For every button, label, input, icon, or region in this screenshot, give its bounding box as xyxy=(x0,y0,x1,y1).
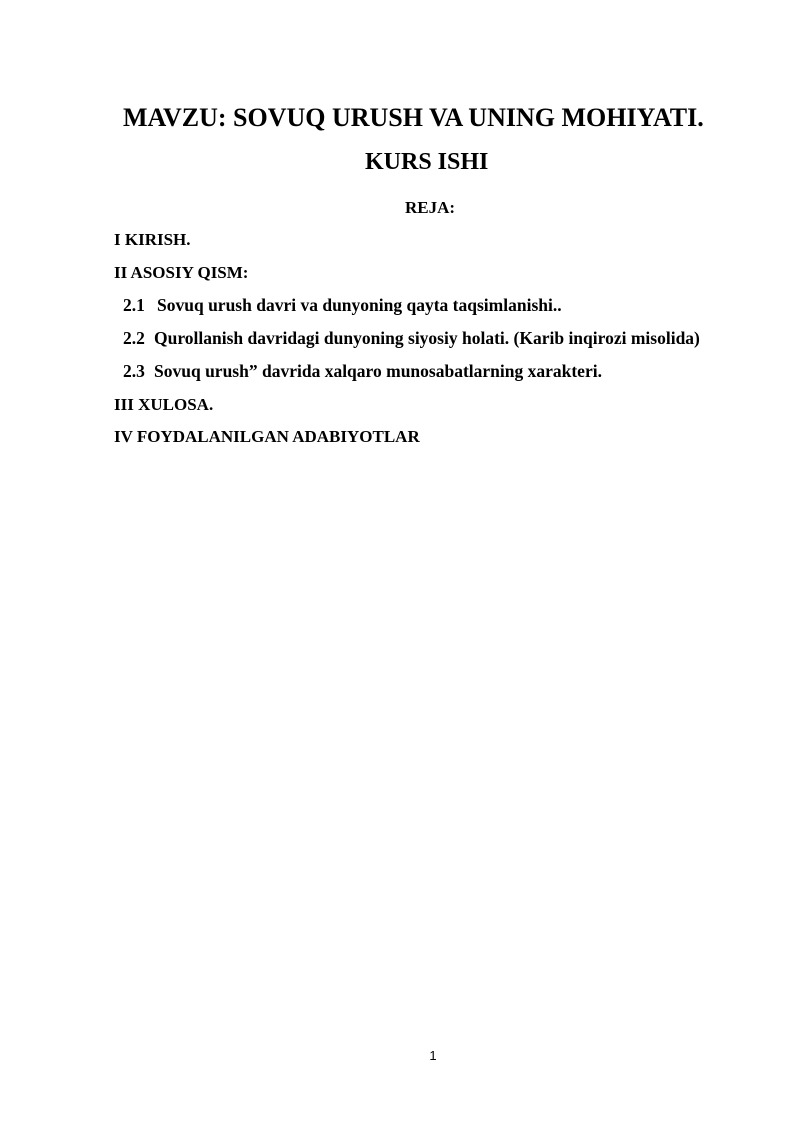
plan-subsection xyxy=(123,328,700,349)
plan-subsection xyxy=(123,295,562,316)
plan-subsection-text: Qurollanish davridagi dunyoning siyosiy holati. (Karib inqirozi misolida) xyxy=(154,328,700,348)
plan-subsection-number: 2.3 xyxy=(123,361,145,381)
plan-subsection-number: 2.2 xyxy=(123,328,145,348)
page-number: 1 xyxy=(429,1048,437,1063)
document-subtitle: KURS ISHI xyxy=(365,149,489,175)
plan-item-main-part: II ASOSIY QISM: xyxy=(114,263,249,282)
plan-subsection xyxy=(123,361,602,382)
plan-subsection-text: Sovuq urush davri va dunyoning qayta taqsimlanishi.. xyxy=(157,295,562,315)
plan-item-references: IV FOYDALANILGAN ADABIYOTLAR xyxy=(114,427,420,446)
plan-item-intro: I KIRISH. xyxy=(114,230,191,249)
plan-item-conclusion: III XULOSA. xyxy=(114,395,214,414)
plan-heading: REJA: xyxy=(405,198,456,217)
document-title: MAVZU: SOVUQ URUSH VA UNING MOHIYATI. xyxy=(123,103,704,132)
plan-subsection-text: Sovuq urush” davrida xalqaro munosabatlarning xarakteri. xyxy=(154,361,602,381)
plan-subsection-number: 2.1 xyxy=(123,295,145,315)
